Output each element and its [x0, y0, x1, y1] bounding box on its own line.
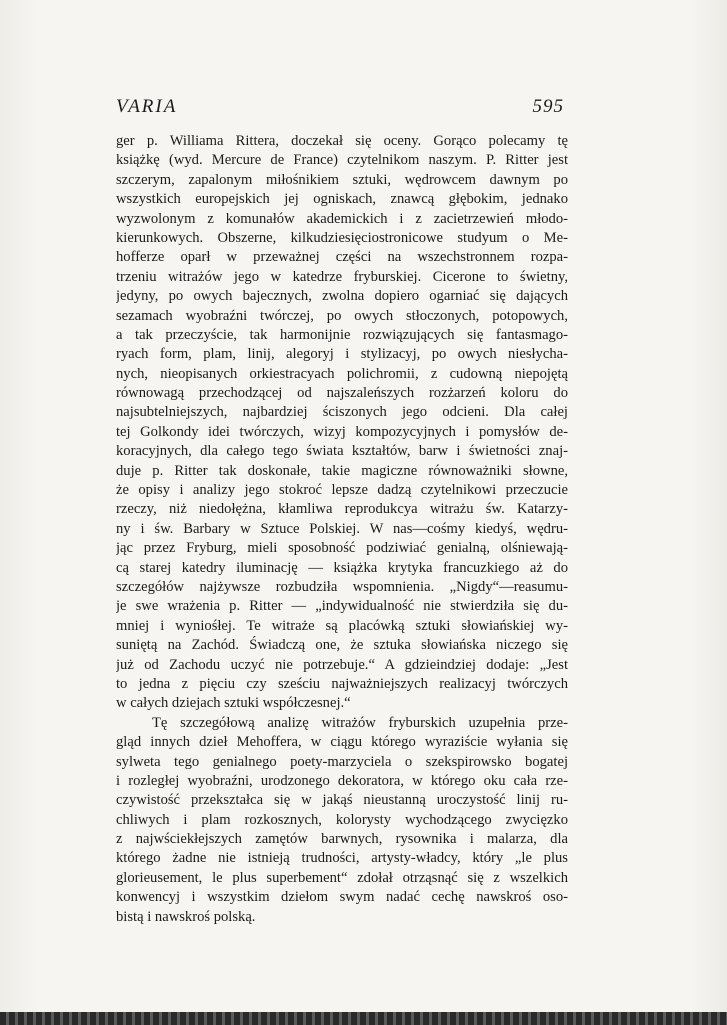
text-line: sylweta tego genialnego poety-marzyciela o szekspirowsko bogatej [116, 753, 568, 770]
text-line: w całych dziejach sztuki współczesnej.“ [116, 695, 351, 712]
text-line: konwencyj i wszystkim dziełom swym nadać cechę nawskroś oso- [116, 889, 568, 906]
text-line: książkę (wyd. Mercure de France) czytelnikom naszym. P. Ritter jest [116, 152, 568, 169]
text-line: a tak przeczyście, tak harmonijnie rozwiązujących się fantasmago- [116, 326, 568, 343]
text-line: cą starej katedry iluminację — książka krytyka francuzkiego aż do [116, 559, 568, 576]
text-line: czywistość przekształca się w jakąś nieustanną uroczystość linij ru- [116, 792, 568, 809]
text-line: hofferze oparł w przeważnej części na wszechstronnem rozpa- [116, 249, 568, 266]
text-line: trzeniu witrażów jego w katedrze fryburskiej. Cicerone to świetny, [116, 268, 568, 285]
text-line: najsubtelniejszych, najbardziej ściszonych jego odcieni. Dla całej [116, 404, 568, 421]
paragraph [116, 132, 568, 714]
text-line: tej Golkondy idei twórczych, wizyj kompozycyjnych i pomysłów de- [116, 423, 568, 440]
text-line: bistą i nawskroś polską. [116, 908, 256, 925]
text-line: ny i św. Barbary w Sztuce Polskiej. W nas—cośmy kiedyś, wędru- [116, 520, 568, 537]
text-line: koracyjnych, dla całego tego świata kształtów, barw i świetności znaj- [116, 443, 568, 460]
text-line: sezamach wyobraźni twórczej, po owych stłoczonych, potopowych, [116, 307, 568, 324]
text-line: szczerym, zapalonym miłośnikiem sztuki, wędrowcem dawnym po [116, 171, 568, 188]
text-line: z najwściekłejszych zamętów barwnych, rysownika i malarza, dla [116, 831, 568, 848]
section-title: VARIA [116, 96, 178, 117]
text-line: że opisy i analizy jego stokroć lepsze dadzą czytelnikowi przeczucie [116, 482, 568, 499]
scan-bottom-edge [0, 1012, 727, 1025]
text-line: duje p. Ritter tak doskonałe, takie magiczne równoważniki słowne, [116, 462, 568, 479]
text-line: mniej i wyniośłej. Te witraże są placówką sztuki słowiańskiej wy- [116, 617, 568, 634]
body-text [116, 132, 568, 927]
text-line: i rozległej wyobraźni, urodzonego dekoratora, w którego oku cała rze- [116, 772, 568, 789]
text-line: je swe wrażenia p. Ritter — „indywidualność nie stwierdziła się du- [116, 598, 568, 615]
text-line: równowagą przechodzącej od najszaleńszych rozżarzeń koloru do [116, 385, 568, 402]
text-line: rzeczy, niż niedołężna, kłamliwa reprodukcya witrażu św. Katarzy- [116, 501, 568, 518]
text-line: wyzwolonym z komunałów akademickich i z zacietrzewień młodo- [116, 210, 568, 227]
text-line: Tę szczegółową analizę witrażów fryburskich uzupełnia prze- [152, 714, 568, 731]
text-line: kierunkowych. Obszerne, kilkudziesięciostronicowe studyum o Me- [116, 229, 568, 246]
text-line: glorieusement, le plus superbement“ zdołał otrząsnąć się z wszelkich [116, 869, 568, 886]
text-line: nych, nieopisanych orkiestracyach polichromii, z cudowną niepojętą [116, 365, 568, 382]
paragraph [116, 714, 568, 927]
text-line: jąc przez Fryburg, mieli sposobność podziwiać genialną, olśniewają- [116, 540, 568, 557]
text-line: szczegółów najżywsze rozbudziła wspomnienia. „Nigdy“—reasumu- [116, 578, 568, 595]
page-number: 595 [532, 96, 564, 117]
text-line: ger p. Williama Rittera, doczekał się oceny. Gorąco polecamy tę [116, 133, 568, 149]
text-line: gląd innych dzieł Mehoffera, w ciągu którego wyraziście wyłania się [116, 734, 568, 751]
running-head [116, 96, 564, 120]
text-line: wszystkich europejskich jej ogniskach, znawcą głębokim, jednako [116, 191, 568, 208]
text-line: którego żadne nie istnieją trudności, artysty-władcy, który „le plus [116, 850, 568, 867]
text-line: to jedna z pięciu czy sześciu najważniejszych realizacyj twórczych [116, 675, 568, 692]
text-line: ryach form, plam, linij, alegoryj i stylizacyj, po owych niesłycha- [116, 346, 568, 363]
text-line: chliwych i plam rozkosznych, kolorysty wychodzącego zwycięzko [116, 811, 568, 828]
text-line: już od Zachodu uczyć nie potrzebuje.“ A gdzieindziej dodaje: „Jest [116, 656, 568, 673]
text-line: jedyny, po owych bajecznych, zwolna dopiero ogarniać się dających [116, 288, 568, 305]
text-line: suniętą na Zachód. Świadczą one, że sztuka słowiańska niczego się [116, 637, 568, 654]
